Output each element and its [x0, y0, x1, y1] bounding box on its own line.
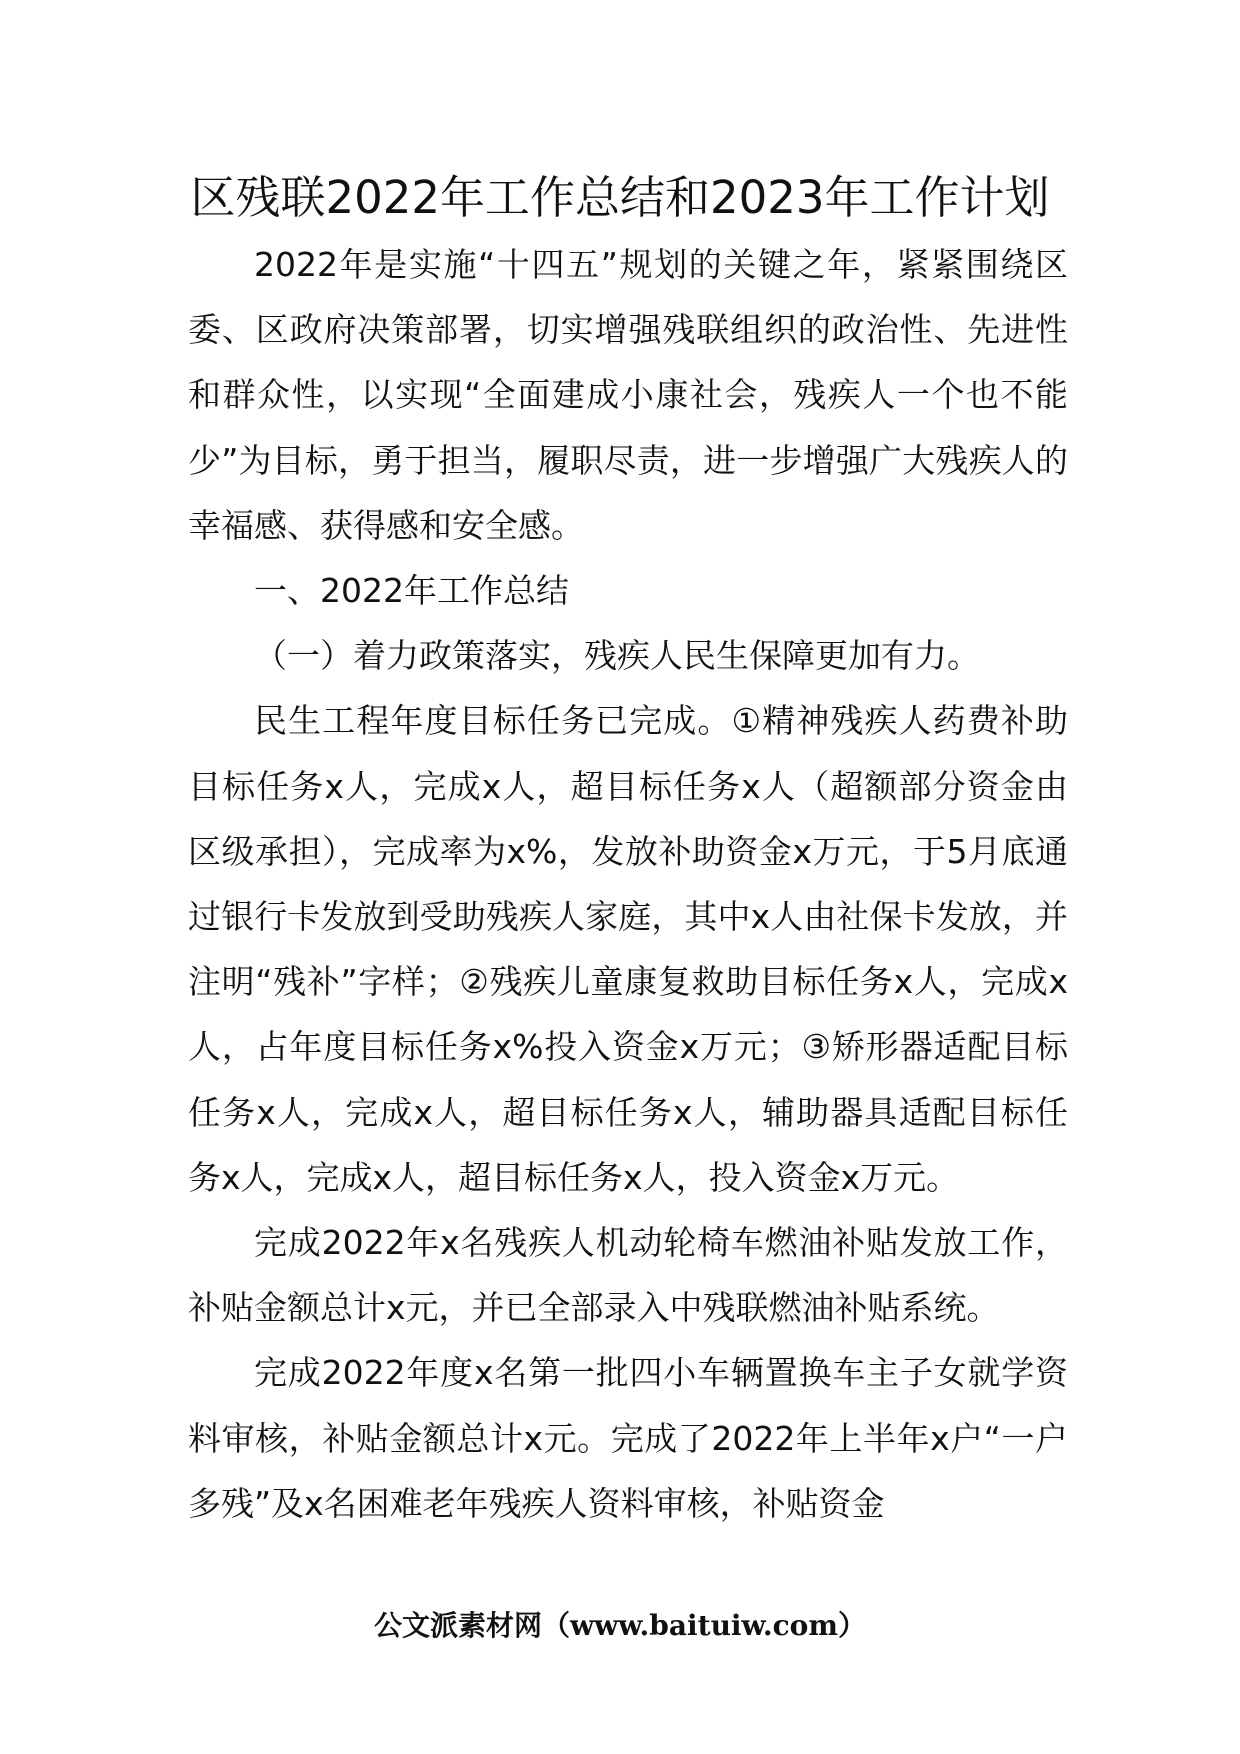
document-body: [188, 232, 1068, 1536]
body-paragraph: 完成2022年x名残疾人机动轮椅车燃油补贴发放工作，补贴金额总计x元，并已全部录入中残联燃油补贴系统。: [188, 1223, 1068, 1328]
subsection-heading: （一）着力政策落实，残疾人民生保障更加有力。: [254, 636, 980, 676]
body-paragraph: 完成2022年度x名第一批四小车辆置换车主子女就学资料审核，补贴金额总计x元。完成了2022年上半年x户“一户多残”及x名困难老年残疾人资料审核，补贴资金: [188, 1353, 1068, 1523]
section-heading: 一、2022年工作总结: [254, 571, 569, 611]
document-title: 区残联2022年工作总结和2023年工作计划: [190, 171, 1050, 224]
intro-paragraph: 2022年是实施“十四五”规划的关键之年，紧紧围绕区委、区政府决策部署，切实增强残联组织的政治性、先进性和群众性，以实现“全面建成小康社会，残疾人一个也不能少”为目标，勇于担当，履职尽责，进一步增强广大残疾人的幸福感、获得感和安全感。: [188, 245, 1068, 545]
body-paragraph: 民生工程年度目标任务已完成。①精神残疾人药费补助目标任务x人，完成x人，超目标任务x人（超额部分资金由区级承担），完成率为x%，发放补助资金x万元，于5月底通过银行卡发放到受助残疾人家庭，其中x人由社保卡发放，并注明“残补”字样；②残疾儿童康复救助目标任务x人，完成x人，占年度目标任务x%投入资金x万元；③矫形器适配目标任务x人，完成x人，超目标任务x人，辅助器具适配目标任务x人，完成x人，超目标任务x人，投入资金x万元。: [188, 701, 1068, 1197]
footer-watermark: 公文派素材网（www.baituiw.com）: [374, 1609, 866, 1642]
